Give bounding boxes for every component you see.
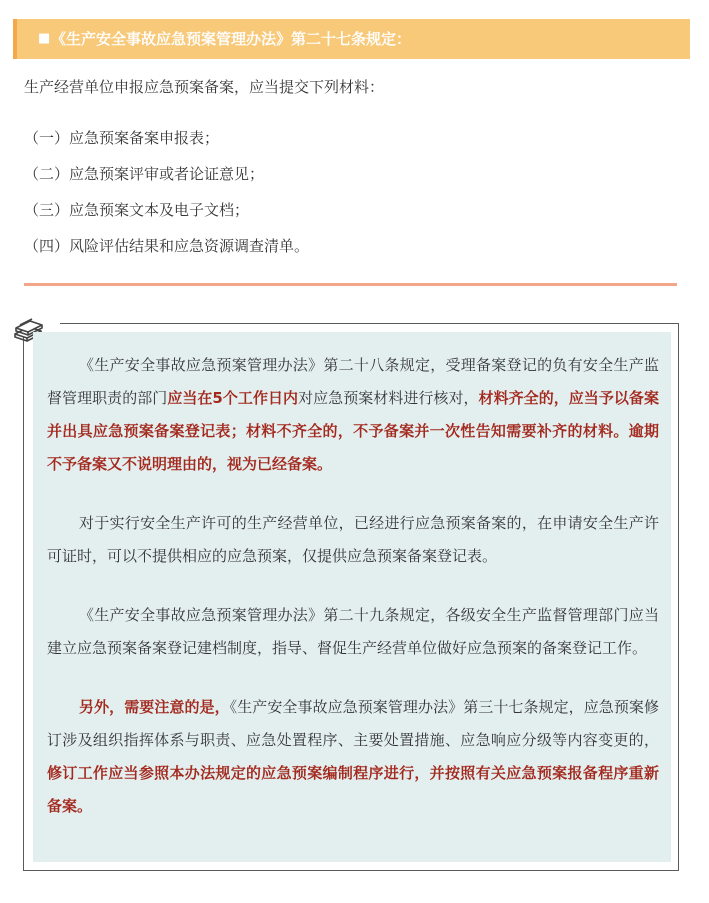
attention-highlight: 另外，需要注意的是， [79,698,230,716]
article-28-paragraph [47,349,659,481]
regulation-note-box [33,332,671,862]
list-item: （一）应急预案备案申报表； [24,129,220,147]
article-29-paragraph: 《生产安全事故应急预案管理办法》第二十九条规定，各级安全生产监督管理部门应当建立应急预案备案登记建档制度，指导、督促生产经营单位做好应急预案的备案登记工作。 [47,606,659,657]
intro-text: 生产经营单位申报应急预案备案，应当提交下列材料： [24,78,385,96]
section-divider [24,283,677,286]
list-item: （四）风险评估结果和应急资源调查清单。 [24,237,310,255]
article-28-text: 《生产安全事故应急预案管理办法》第二十八条规定，受理备案登记的负有安全生产监督管理职责的部门 [47,356,659,407]
materials-list [24,127,309,271]
list-item: （二）应急预案评审或者论证意见； [24,165,265,183]
article-37-text: 《生产安全事故应急预案管理办法》第三十七条规定，应急预案修订涉及组织指挥体系与职责、应急处置程序、主要处置措施、应急响应分级等内容变更的， [47,698,659,749]
filing-rules-highlight: 材料齐全的，应当予以备案并出具应急预案备案登记表；材料不齐全的，不予备案并一次性告知需要补齐的材料。逾期不予备案又不说明理由的，视为已经备案。 [47,389,659,473]
article-28-check-text: 对应急预案材料进行核对， [298,389,479,407]
list-item: （三）应急预案文本及电子文档； [24,201,250,219]
revision-rule-highlight: 修订工作应当参照本办法规定的应急预案编制程序进行，并按照有关应急预案报备程序重新备案。 [47,764,659,815]
license-paragraph: 对于实行安全生产许可的生产经营单位，已经进行应急预案备案的，在申请安全生产许可证时，可以不提供相应的应急预案，仅提供应急预案备案登记表。 [47,514,659,565]
deadline-highlight: 应当在5个工作日内 [167,389,299,407]
square-bullet-icon: ■ [38,31,51,46]
section-title: 《生产安全事故应急预案管理办法》第二十七条规定： [51,30,412,48]
header-accent-stripe [13,19,17,59]
article-37-paragraph [47,691,659,823]
section-header-bar [13,19,690,59]
